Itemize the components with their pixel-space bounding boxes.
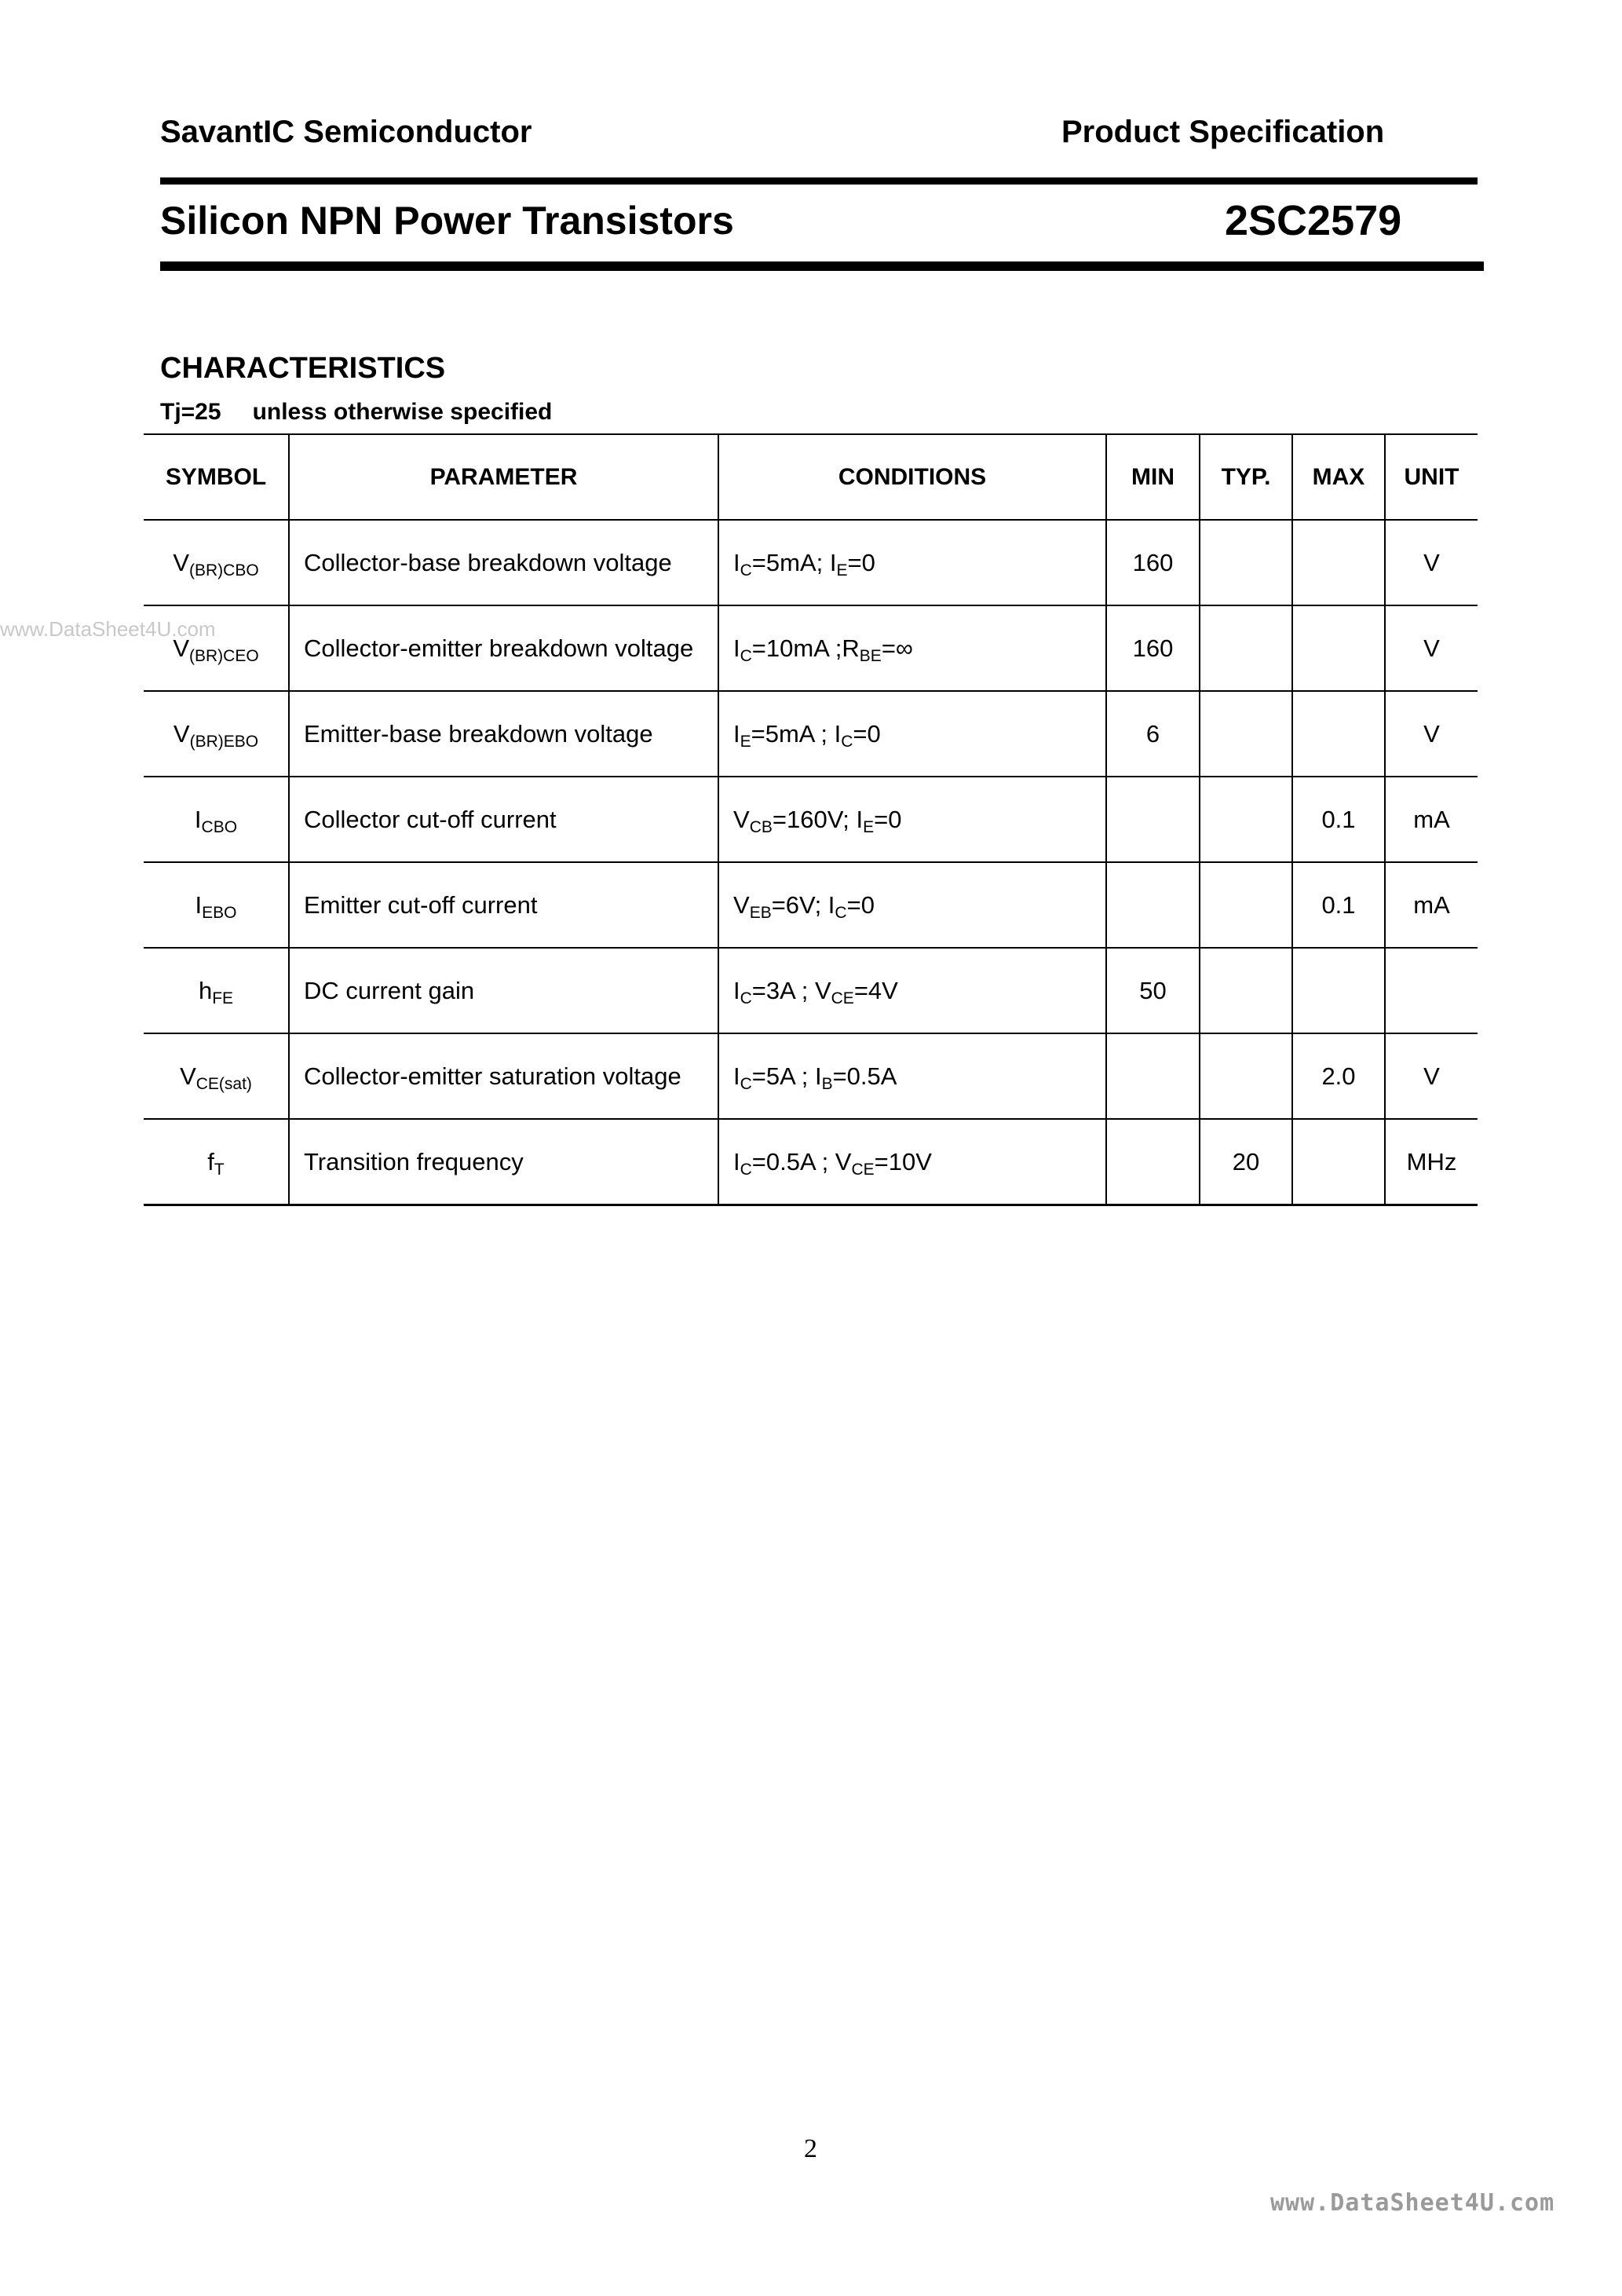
header-max: MAX: [1292, 434, 1385, 520]
table-row: [144, 1119, 1478, 1205]
product-family: Silicon NPN Power Transistors: [160, 199, 734, 243]
table-row: [144, 520, 1478, 605]
parameter-cell: Collector-base breakdown voltage: [289, 520, 718, 605]
header-typ: TYP.: [1200, 434, 1292, 520]
section-title: CHARACTERISTICS: [160, 352, 446, 385]
min-cell: 160: [1106, 520, 1200, 605]
conditions-cell: $V_{CB}=160V$; $I_E=0$: [718, 777, 1106, 862]
header-unit: UNIT: [1385, 434, 1478, 520]
symbol-cell: $V_{(BR)CEO}$: [144, 605, 289, 691]
max-cell: 0.1: [1292, 862, 1385, 948]
unit-cell: V: [1385, 1033, 1478, 1119]
parameter-cell: Emitter cut-off current: [289, 862, 718, 948]
min-cell: [1106, 862, 1200, 948]
symbol-cell: $V_{(BR)CBO}$: [144, 520, 289, 605]
table-row: [144, 691, 1478, 777]
conditions-cell: $I_C=5mA$; $I_E=0$: [718, 520, 1106, 605]
table-row: [144, 862, 1478, 948]
max-cell: [1292, 691, 1385, 777]
header-symbol: SYMBOL: [144, 434, 289, 520]
unit-cell: mA: [1385, 862, 1478, 948]
min-cell: [1106, 1119, 1200, 1205]
conditions-cell: $I_C=10mA$ $;R_{BE}=\infty$: [718, 605, 1106, 691]
min-cell: [1106, 777, 1200, 862]
unit-cell: [1385, 948, 1478, 1033]
header-min: MIN: [1106, 434, 1200, 520]
max-cell: [1292, 1119, 1385, 1205]
symbol-cell: $V_{CE(sat)}$: [144, 1033, 289, 1119]
characteristics-table: [144, 433, 1478, 1206]
unit-cell: MHz: [1385, 1119, 1478, 1205]
page-number: 2: [804, 2134, 817, 2163]
min-cell: 50: [1106, 948, 1200, 1033]
parameter-cell: DC current gain: [289, 948, 718, 1033]
table-row: [144, 1033, 1478, 1119]
company-name: SavantIC Semiconductor: [160, 115, 532, 149]
symbol-cell: $I_{EBO}$: [144, 862, 289, 948]
header-rule-bottom: [160, 261, 1484, 271]
condition-suffix: unless otherwise specified: [252, 399, 553, 425]
test-condition: [160, 399, 552, 426]
parameter-cell: Collector cut-off current: [289, 777, 718, 862]
conditions-cell: $I_C=5A$ ; $I_B=0.5A$: [718, 1033, 1106, 1119]
condition-prefix: Tj=25: [160, 399, 221, 425]
symbol-cell: $V_{(BR)EBO}$: [144, 691, 289, 777]
max-cell: 0.1: [1292, 777, 1385, 862]
parameter-cell: Emitter-base breakdown voltage: [289, 691, 718, 777]
symbol-cell: $h_{FE}$: [144, 948, 289, 1033]
typ-cell: [1200, 948, 1292, 1033]
unit-cell: V: [1385, 605, 1478, 691]
max-cell: [1292, 605, 1385, 691]
parameter-cell: Collector-emitter breakdown voltage: [289, 605, 718, 691]
table-row: [144, 777, 1478, 862]
watermark-left: www.DataSheet4U.com: [0, 617, 216, 641]
min-cell: 6: [1106, 691, 1200, 777]
typ-cell: [1200, 1033, 1292, 1119]
document-class: Product Specification: [1061, 115, 1385, 149]
watermark-right: www.DataSheet4U.com: [1270, 2189, 1555, 2217]
typ-cell: [1200, 520, 1292, 605]
symbol-cell: $I_{CBO}$: [144, 777, 289, 862]
typ-cell: 20: [1200, 1119, 1292, 1205]
table-row: [144, 948, 1478, 1033]
parameter-cell: Collector-emitter saturation voltage: [289, 1033, 718, 1119]
conditions-cell: $V_{EB}=6V$; $I_C=0$: [718, 862, 1106, 948]
conditions-cell: $I_C=0.5A$ ; $V_{CE}=10V$: [718, 1119, 1106, 1205]
symbol-cell: $f_T$: [144, 1119, 289, 1205]
unit-cell: V: [1385, 520, 1478, 605]
unit-cell: V: [1385, 691, 1478, 777]
header-parameter: PARAMETER: [289, 434, 718, 520]
typ-cell: [1200, 777, 1292, 862]
header-rule-top: [160, 177, 1478, 185]
min-cell: 160: [1106, 605, 1200, 691]
table-row: [144, 605, 1478, 691]
unit-cell: mA: [1385, 777, 1478, 862]
typ-cell: [1200, 605, 1292, 691]
parameter-cell: Transition frequency: [289, 1119, 718, 1205]
max-cell: [1292, 520, 1385, 605]
conditions-cell: $I_E=5mA$ ; $I_C=0$: [718, 691, 1106, 777]
min-cell: [1106, 1033, 1200, 1119]
part-number: 2SC2579: [1225, 197, 1402, 244]
conditions-cell: $I_C=3A$ ; $V_{CE}=4V$: [718, 948, 1106, 1033]
header-conditions: CONDITIONS: [718, 434, 1106, 520]
table-header-row: [144, 434, 1478, 520]
typ-cell: [1200, 862, 1292, 948]
max-cell: 2.0: [1292, 1033, 1385, 1119]
typ-cell: [1200, 691, 1292, 777]
max-cell: [1292, 948, 1385, 1033]
